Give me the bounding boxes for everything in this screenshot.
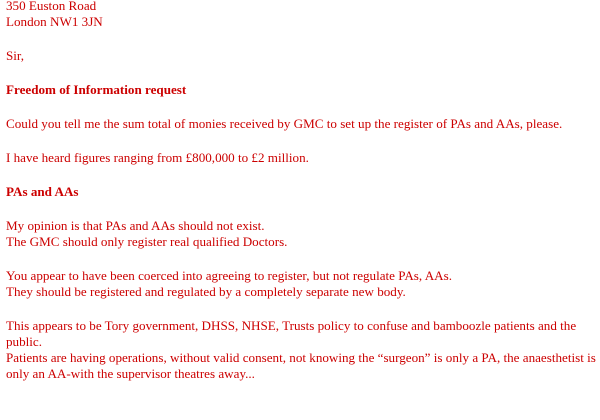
spacer: [6, 300, 596, 318]
coerced-line-2: They should be registered and regulated by a completely separate new body.: [6, 284, 406, 299]
heading-foi-request: Freedom of Information request: [6, 82, 187, 97]
spacer: [6, 64, 596, 82]
paragraph-request: Could you tell me the sum total of monies received by GMC to set up the register of PAs and AAs, please.: [6, 116, 563, 131]
paragraph-coerced: [6, 268, 596, 300]
spacer: [6, 250, 596, 268]
salutation: Sir,: [6, 48, 25, 63]
paragraph-opinion: [6, 218, 596, 250]
spacer: [6, 166, 596, 184]
policy-line-2: Patients are having operations, without valid consent, not knowing the “surgeon” is only a PA, the anaesthetist is only an AA-with the supervisor theatres away...: [6, 350, 596, 381]
opinion-line-2: The GMC should only register real qualified Doctors.: [6, 234, 288, 249]
spacer: [6, 30, 596, 48]
spacer: [6, 200, 596, 218]
heading-pas-and-aas: PAs and AAs: [6, 184, 79, 199]
address-line-2: London NW1 3JN: [6, 14, 103, 29]
address-line-1: 350 Euston Road: [6, 0, 97, 13]
letter-body: [6, 0, 596, 382]
recipient-address: [6, 0, 596, 30]
policy-line-1: This appears to be Tory government, DHSS, NHSE, Trusts policy to confuse and bamboozle patients and the public.: [6, 318, 577, 349]
coerced-line-1: You appear to have been coerced into agreeing to register, but not regulate PAs, AAs.: [6, 268, 453, 283]
spacer: [6, 98, 596, 116]
opinion-line-1: My opinion is that PAs and AAs should not exist.: [6, 218, 265, 233]
spacer: [6, 132, 596, 150]
paragraph-policy: [6, 318, 596, 382]
paragraph-figures: I have heard figures ranging from £800,000 to £2 million.: [6, 150, 309, 165]
